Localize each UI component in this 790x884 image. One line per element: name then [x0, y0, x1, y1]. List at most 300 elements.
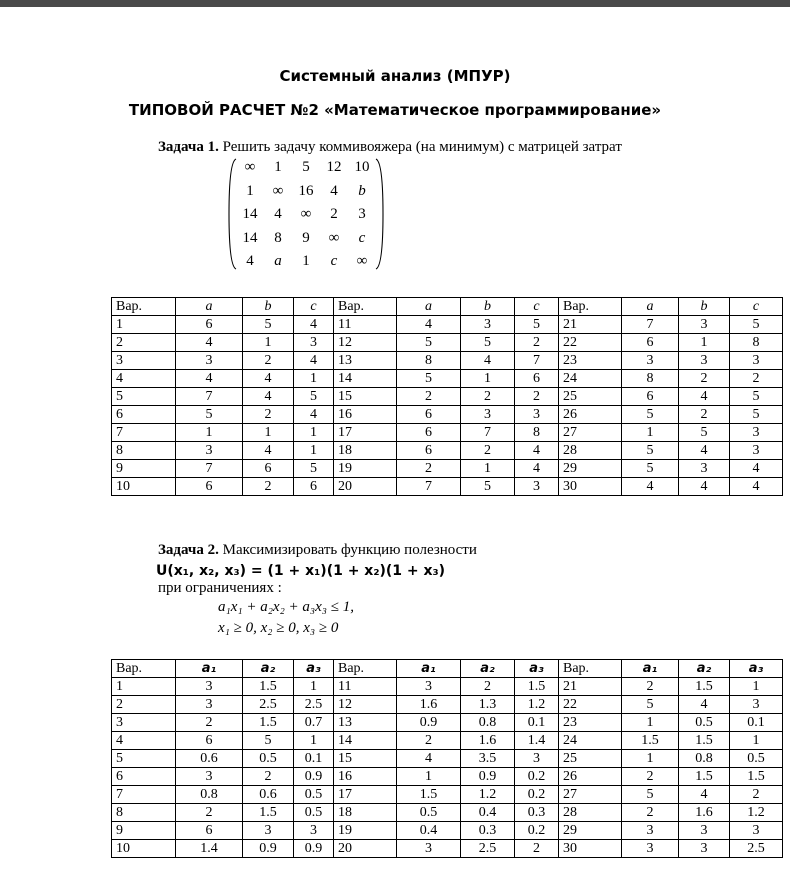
param-value-cell: 4 — [679, 442, 730, 460]
param-value-cell: 8 — [622, 370, 679, 388]
param-value-cell: 0.6 — [176, 750, 243, 768]
variant-number-cell: 26 — [559, 768, 622, 786]
param-value-cell: 4 — [679, 786, 730, 804]
param-value-cell: 1.5 — [622, 732, 679, 750]
param-value-cell: 7 — [176, 460, 243, 478]
param-value-cell: 3 — [622, 352, 679, 370]
matrix-cell: ∞ — [356, 253, 368, 270]
param-value-cell: 2.5 — [730, 840, 783, 858]
param-value-cell: 1.3 — [461, 696, 515, 714]
param-value-cell: 0.1 — [294, 750, 334, 768]
variant-number-cell: 19 — [334, 822, 397, 840]
param-value-cell: 5 — [730, 388, 783, 406]
param-value-cell: 4 — [176, 334, 243, 352]
task2-variants-table — [111, 659, 783, 858]
param-value-cell: 5 — [461, 334, 515, 352]
variant-number-cell: 3 — [112, 352, 176, 370]
param-value-cell: 4 — [243, 388, 294, 406]
param-value-cell: 3 — [730, 352, 783, 370]
variant-number-cell: 1 — [112, 678, 176, 696]
table-row — [112, 840, 783, 858]
param-value-cell: 3 — [622, 822, 679, 840]
table-row — [112, 424, 783, 442]
param-value-cell: 5 — [176, 406, 243, 424]
param-value-cell: 1 — [622, 714, 679, 732]
variant-number-cell: 8 — [112, 442, 176, 460]
param-value-cell: 5 — [397, 370, 461, 388]
task1-text: Решить задачу коммивояжера (на минимум) с матрицей затрат — [222, 139, 622, 155]
matrix-cell: 16 — [298, 182, 314, 199]
param-value-cell: 6 — [622, 334, 679, 352]
param-value-cell: 4 — [397, 750, 461, 768]
matrix-cell: 14 — [242, 229, 258, 246]
table-header-row — [112, 660, 783, 678]
column-header-param: a₂ — [243, 660, 294, 678]
matrix-row — [236, 156, 376, 180]
param-value-cell: 5 — [622, 786, 679, 804]
column-header-param: c — [294, 298, 334, 316]
param-value-cell: 2 — [622, 804, 679, 822]
param-value-cell: 1 — [294, 678, 334, 696]
variant-number-cell: 7 — [112, 424, 176, 442]
column-header-param: c — [515, 298, 559, 316]
param-value-cell: 0.9 — [294, 768, 334, 786]
matrix-cell: 4 — [274, 206, 282, 223]
param-value-cell: 5 — [515, 316, 559, 334]
column-header-param: a — [176, 298, 243, 316]
param-value-cell: 8 — [515, 424, 559, 442]
param-value-cell: 2 — [397, 460, 461, 478]
param-value-cell: 3 — [730, 822, 783, 840]
variant-number-cell: 13 — [334, 714, 397, 732]
table-row — [112, 696, 783, 714]
param-value-cell: 1.4 — [176, 840, 243, 858]
param-value-cell: 5 — [294, 460, 334, 478]
param-value-cell: 0.5 — [294, 786, 334, 804]
param-value-cell: 3 — [397, 840, 461, 858]
param-value-cell: 3 — [176, 678, 243, 696]
param-value-cell: 6 — [622, 388, 679, 406]
param-value-cell: 2.5 — [461, 840, 515, 858]
param-value-cell: 7 — [176, 388, 243, 406]
param-value-cell: 0.3 — [461, 822, 515, 840]
param-value-cell: 0.2 — [515, 768, 559, 786]
param-value-cell: 1.5 — [679, 732, 730, 750]
table-row — [112, 334, 783, 352]
column-header-param: a₃ — [730, 660, 783, 678]
variant-number-cell: 14 — [334, 370, 397, 388]
param-value-cell: 1.2 — [515, 696, 559, 714]
param-value-cell: 1.6 — [461, 732, 515, 750]
matrix-cell: b — [358, 182, 366, 199]
utility-function: U(x₁, x₂, x₃) = (1 + x₁)(1 + x₂)(1 + x₃) — [156, 563, 446, 579]
param-value-cell: 0.9 — [243, 840, 294, 858]
param-value-cell: 3 — [679, 352, 730, 370]
table-row — [112, 804, 783, 822]
param-value-cell: 0.2 — [515, 786, 559, 804]
variant-number-cell: 9 — [112, 460, 176, 478]
variant-number-cell: 26 — [559, 406, 622, 424]
param-value-cell: 0.1 — [730, 714, 783, 732]
variant-number-cell: 2 — [112, 696, 176, 714]
variant-number-cell: 30 — [559, 478, 622, 496]
param-value-cell: 3 — [679, 316, 730, 334]
param-value-cell: 0.5 — [294, 804, 334, 822]
param-value-cell: 2 — [730, 786, 783, 804]
page-subtitle: ТИПОВОЙ РАСЧЕТ №2 «Математическое программирование» — [128, 101, 662, 119]
param-value-cell: 4 — [243, 442, 294, 460]
param-value-cell: 1 — [176, 424, 243, 442]
param-value-cell: 8 — [397, 352, 461, 370]
param-value-cell: 3 — [176, 442, 243, 460]
param-value-cell: 0.4 — [397, 822, 461, 840]
param-value-cell: 3 — [515, 750, 559, 768]
param-value-cell: 0.3 — [515, 804, 559, 822]
param-value-cell: 3 — [730, 424, 783, 442]
param-value-cell: 1 — [243, 334, 294, 352]
variant-number-cell: 22 — [559, 696, 622, 714]
variant-number-cell: 29 — [559, 460, 622, 478]
variant-number-cell: 5 — [112, 750, 176, 768]
param-value-cell: 0.7 — [294, 714, 334, 732]
variant-number-cell: 21 — [559, 316, 622, 334]
table-row — [112, 352, 783, 370]
param-value-cell: 6 — [243, 460, 294, 478]
table-row — [112, 388, 783, 406]
column-header-param: a₁ — [397, 660, 461, 678]
param-value-cell: 1.2 — [730, 804, 783, 822]
variant-number-cell: 15 — [334, 750, 397, 768]
param-value-cell: 1 — [622, 424, 679, 442]
variant-number-cell: 11 — [334, 316, 397, 334]
column-header-variant: Вар. — [334, 660, 397, 678]
matrix-grid — [236, 156, 376, 274]
param-value-cell: 2 — [515, 334, 559, 352]
param-value-cell: 3 — [679, 822, 730, 840]
matrix-cell: 1 — [246, 182, 254, 199]
column-header-param: a₁ — [176, 660, 243, 678]
param-value-cell: 1.5 — [243, 678, 294, 696]
variant-number-cell: 30 — [559, 840, 622, 858]
matrix-cell: 14 — [242, 206, 258, 223]
param-value-cell: 1.6 — [679, 804, 730, 822]
variant-number-cell: 20 — [334, 478, 397, 496]
param-value-cell: 1 — [730, 678, 783, 696]
matrix-cell: 3 — [358, 206, 366, 223]
param-value-cell: 1 — [294, 424, 334, 442]
param-value-cell: 5 — [243, 732, 294, 750]
variant-number-cell: 12 — [334, 334, 397, 352]
param-value-cell: 4 — [243, 370, 294, 388]
task2-text: Максимизировать функцию полезности — [222, 542, 477, 558]
variant-number-cell: 17 — [334, 786, 397, 804]
param-value-cell: 5 — [461, 478, 515, 496]
matrix-cell: 4 — [330, 182, 338, 199]
column-header-variant: Вар. — [112, 298, 176, 316]
param-value-cell: 1.4 — [515, 732, 559, 750]
param-value-cell: 0.4 — [461, 804, 515, 822]
param-value-cell: 0.5 — [397, 804, 461, 822]
matrix-cell: 9 — [302, 229, 310, 246]
param-value-cell: 4 — [730, 478, 783, 496]
variant-number-cell: 2 — [112, 334, 176, 352]
param-value-cell: 1.5 — [679, 768, 730, 786]
table-row — [112, 478, 783, 496]
variant-number-cell: 24 — [559, 370, 622, 388]
matrix-row — [236, 203, 376, 227]
param-value-cell: 0.9 — [294, 840, 334, 858]
param-value-cell: 4 — [515, 442, 559, 460]
table-row — [112, 750, 783, 768]
param-value-cell: 1.5 — [243, 714, 294, 732]
param-value-cell: 1 — [243, 424, 294, 442]
param-value-cell: 1 — [622, 750, 679, 768]
task1-label: Задача 1. — [158, 139, 219, 155]
table-row — [112, 316, 783, 334]
param-value-cell: 2 — [515, 388, 559, 406]
variant-number-cell: 17 — [334, 424, 397, 442]
matrix-row — [236, 227, 376, 251]
matrix-cell: 1 — [302, 253, 310, 270]
column-header-param: a — [622, 298, 679, 316]
param-value-cell: 4 — [679, 478, 730, 496]
variant-number-cell: 24 — [559, 732, 622, 750]
table-row — [112, 786, 783, 804]
variant-number-cell: 10 — [112, 478, 176, 496]
task1-variants-table — [111, 297, 783, 496]
column-header-param: b — [461, 298, 515, 316]
variant-number-cell: 7 — [112, 786, 176, 804]
param-value-cell: 1 — [461, 460, 515, 478]
param-value-cell: 5 — [243, 316, 294, 334]
variant-number-cell: 6 — [112, 406, 176, 424]
param-value-cell: 2 — [679, 370, 730, 388]
param-value-cell: 0.5 — [243, 750, 294, 768]
table-row — [112, 822, 783, 840]
param-value-cell: 4 — [461, 352, 515, 370]
param-value-cell: 1.5 — [243, 804, 294, 822]
variant-number-cell: 23 — [559, 714, 622, 732]
variant-number-cell: 18 — [334, 442, 397, 460]
param-value-cell: 1.5 — [679, 678, 730, 696]
variant-number-cell: 9 — [112, 822, 176, 840]
matrix-cell: c — [358, 229, 366, 246]
param-value-cell: 2 — [243, 352, 294, 370]
column-header-param: b — [243, 298, 294, 316]
param-value-cell: 2 — [461, 388, 515, 406]
matrix-row — [236, 180, 376, 204]
matrix-cell: 5 — [302, 159, 310, 176]
matrix-cell: c — [330, 253, 338, 270]
param-value-cell: 2 — [622, 768, 679, 786]
param-value-cell: 1 — [730, 732, 783, 750]
param-value-cell: 7 — [461, 424, 515, 442]
column-header-param: a₃ — [515, 660, 559, 678]
param-value-cell: 0.5 — [679, 714, 730, 732]
task1-statement — [158, 139, 622, 156]
param-value-cell: 3 — [730, 696, 783, 714]
param-value-cell: 2 — [176, 714, 243, 732]
matrix-cell: a — [274, 253, 282, 270]
column-header-variant: Вар. — [559, 298, 622, 316]
param-value-cell: 1 — [461, 370, 515, 388]
matrix-cell: 10 — [354, 159, 370, 176]
table-row — [112, 678, 783, 696]
param-value-cell: 2 — [397, 732, 461, 750]
matrix-cell: 2 — [330, 206, 338, 223]
param-value-cell: 3.5 — [461, 750, 515, 768]
column-header-variant: Вар. — [334, 298, 397, 316]
param-value-cell: 5 — [397, 334, 461, 352]
param-value-cell: 0.1 — [515, 714, 559, 732]
variant-number-cell: 11 — [334, 678, 397, 696]
param-value-cell: 4 — [294, 316, 334, 334]
param-value-cell: 6 — [176, 732, 243, 750]
param-value-cell: 4 — [679, 696, 730, 714]
param-value-cell: 8 — [730, 334, 783, 352]
param-value-cell: 0.9 — [461, 768, 515, 786]
param-value-cell: 0.5 — [730, 750, 783, 768]
param-value-cell: 2 — [397, 388, 461, 406]
column-header-param: a₂ — [679, 660, 730, 678]
param-value-cell: 1 — [294, 370, 334, 388]
param-value-cell: 3 — [622, 840, 679, 858]
param-value-cell: 1.5 — [397, 786, 461, 804]
matrix-cell: ∞ — [272, 182, 284, 199]
param-value-cell: 4 — [622, 478, 679, 496]
variant-number-cell: 25 — [559, 750, 622, 768]
variant-number-cell: 14 — [334, 732, 397, 750]
matrix-cell: 4 — [246, 253, 254, 270]
variant-number-cell: 8 — [112, 804, 176, 822]
param-value-cell: 2.5 — [294, 696, 334, 714]
matrix-cell: ∞ — [300, 206, 312, 223]
variant-number-cell: 23 — [559, 352, 622, 370]
variant-number-cell: 13 — [334, 352, 397, 370]
param-value-cell: 2.5 — [243, 696, 294, 714]
column-header-param: a₁ — [622, 660, 679, 678]
column-header-param: a₃ — [294, 660, 334, 678]
variant-number-cell: 10 — [112, 840, 176, 858]
variant-number-cell: 25 — [559, 388, 622, 406]
param-value-cell: 5 — [730, 406, 783, 424]
param-value-cell: 5 — [730, 316, 783, 334]
param-value-cell: 3 — [461, 316, 515, 334]
table-header-row — [112, 298, 783, 316]
variant-number-cell: 27 — [559, 424, 622, 442]
param-value-cell: 6 — [176, 822, 243, 840]
column-header-param: a₂ — [461, 660, 515, 678]
param-value-cell: 0.6 — [243, 786, 294, 804]
matrix-cell: ∞ — [328, 229, 340, 246]
variant-number-cell: 29 — [559, 822, 622, 840]
param-value-cell: 3 — [730, 442, 783, 460]
param-value-cell: 3 — [679, 460, 730, 478]
param-value-cell: 3 — [243, 822, 294, 840]
table-row — [112, 460, 783, 478]
param-value-cell: 3 — [679, 840, 730, 858]
column-header-variant: Вар. — [559, 660, 622, 678]
param-value-cell: 0.8 — [679, 750, 730, 768]
param-value-cell: 6 — [397, 406, 461, 424]
param-value-cell: 4 — [294, 406, 334, 424]
param-value-cell: 5 — [294, 388, 334, 406]
param-value-cell: 3 — [176, 696, 243, 714]
param-value-cell: 2 — [461, 442, 515, 460]
table-row — [112, 768, 783, 786]
param-value-cell: 7 — [397, 478, 461, 496]
param-value-cell: 4 — [294, 352, 334, 370]
param-value-cell: 4 — [730, 460, 783, 478]
param-value-cell: 6 — [515, 370, 559, 388]
task2-label: Задача 2. — [158, 542, 219, 558]
param-value-cell: 5 — [622, 460, 679, 478]
param-value-cell: 7 — [515, 352, 559, 370]
matrix-row — [236, 250, 376, 274]
param-value-cell: 7 — [622, 316, 679, 334]
matrix-cell: 8 — [274, 229, 282, 246]
param-value-cell: 2 — [461, 678, 515, 696]
param-value-cell: 1.5 — [730, 768, 783, 786]
cost-matrix — [228, 156, 384, 272]
param-value-cell: 3 — [176, 352, 243, 370]
task2-statement — [158, 542, 477, 559]
param-value-cell: 1 — [294, 442, 334, 460]
param-value-cell: 5 — [622, 696, 679, 714]
variant-number-cell: 28 — [559, 804, 622, 822]
param-value-cell: 6 — [397, 442, 461, 460]
param-value-cell: 2 — [243, 478, 294, 496]
param-value-cell: 2 — [243, 406, 294, 424]
param-value-cell: 5 — [622, 406, 679, 424]
param-value-cell: 3 — [294, 822, 334, 840]
param-value-cell: 4 — [515, 460, 559, 478]
variant-number-cell: 19 — [334, 460, 397, 478]
param-value-cell: 3 — [515, 478, 559, 496]
param-value-cell: 3 — [461, 406, 515, 424]
column-header-param: b — [679, 298, 730, 316]
top-border — [0, 0, 790, 7]
param-value-cell: 0.9 — [397, 714, 461, 732]
variant-number-cell: 1 — [112, 316, 176, 334]
param-value-cell: 3 — [294, 334, 334, 352]
param-value-cell: 3 — [515, 406, 559, 424]
param-value-cell: 3 — [176, 768, 243, 786]
matrix-cell: 1 — [274, 159, 282, 176]
param-value-cell: 0.8 — [461, 714, 515, 732]
column-header-param: c — [730, 298, 783, 316]
param-value-cell: 4 — [679, 388, 730, 406]
matrix-cell: ∞ — [244, 159, 256, 176]
table-row — [112, 714, 783, 732]
table-row — [112, 406, 783, 424]
param-value-cell: 1.6 — [397, 696, 461, 714]
variant-number-cell: 5 — [112, 388, 176, 406]
table-row — [112, 370, 783, 388]
param-value-cell: 2 — [243, 768, 294, 786]
param-value-cell: 2 — [730, 370, 783, 388]
constraint-nonneg: x₁ ≥ 0, x₂ ≥ 0, x₃ ≥ 0 — [218, 620, 339, 636]
variant-number-cell: 3 — [112, 714, 176, 732]
param-value-cell: 2 — [515, 840, 559, 858]
page-title: Системный анализ (МПУР) — [279, 67, 511, 85]
variant-number-cell: 16 — [334, 768, 397, 786]
param-value-cell: 0.2 — [515, 822, 559, 840]
variant-number-cell: 16 — [334, 406, 397, 424]
variant-number-cell: 27 — [559, 786, 622, 804]
variant-number-cell: 28 — [559, 442, 622, 460]
variant-number-cell: 21 — [559, 678, 622, 696]
